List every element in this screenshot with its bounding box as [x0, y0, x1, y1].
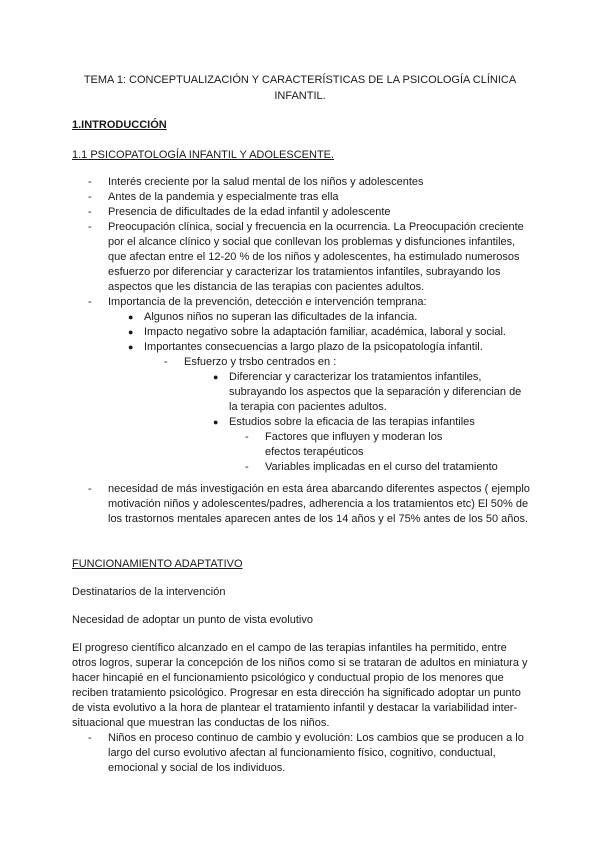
level4-item-text: Estudios sobre la eficacia de las terapias infantiles	[229, 416, 475, 428]
main-list	[108, 175, 530, 475]
level4-item: ● Diferenciar y caracterizar los tratamientos infantiles, subrayando los aspectos que la separación y diferencian de la terapia con pacientes adultos.	[229, 370, 530, 415]
level3-item-text: Esfuerzo y trsbo centrados en :	[184, 356, 337, 368]
title-line-2: INFANTIL.	[274, 90, 326, 102]
document-title	[70, 72, 530, 104]
sub-list-item: ● Algunos niños no superan las dificultades de la infancia.	[144, 310, 530, 325]
level4-list	[229, 370, 530, 475]
paragraph-punto-de-vista: Necesidad de adoptar un punto de vista evolutivo	[72, 614, 313, 626]
sub-list-item-text: Importantes consecuencias a largo plazo de la psicopatología infantil.	[144, 341, 483, 353]
level3-item	[184, 355, 530, 475]
list-item: - Interés creciente por la salud mental de los niños y adolescentes	[108, 175, 530, 190]
list-item: - Niños en proceso continuo de cambio y evolución: Los cambios que se producen a lo largo del curso evolutivo afectan al funcionamiento físico, cognitivo, conductual, emocional y social de los individuos.	[108, 731, 530, 776]
level5-list	[265, 430, 498, 475]
sub-list	[144, 310, 530, 475]
list-item: - Preocupación clínica, social y frecuencia en la ocurrencia. La Preocupación creciente por el alcance clínico y social que conllevan los problemas y disfunciones infantiles, que afectan entre el 12-20 % de los niños y adolescentes, ha estimulado numerosos esfuerzo por diferenciar y caracterizar los tratamientos infantiles, subrayando los aspectos que les distancia de las terapias con pacientes adultos.	[108, 220, 530, 295]
level3-list	[184, 355, 530, 475]
subsection-heading-psicopatologia: 1.1 PSICOPATOLOGÍA INFANTIL Y ADOLESCENTE.	[72, 149, 335, 161]
section-heading-introduccion: 1.INTRODUCCIÓN	[72, 119, 167, 131]
list-item-text: Importancia de la prevención, detección e intervención temprana:	[108, 296, 427, 308]
section-heading-funcionamiento: FUNCIONAMIENTO ADAPTATIVO	[72, 558, 243, 570]
title-line-1: TEMA 1: CONCEPTUALIZACIÓN Y CARACTERÍSTICAS DE LA PSICOLOGÍA CLÍNICA	[83, 74, 517, 86]
level4-item	[229, 415, 530, 475]
research-list	[108, 482, 530, 527]
paragraph-progreso: El progreso científico alcanzado en el campo de las terapias infantiles ha permitido, entre otros logros, superar la concepción de los niños como si se trataran de adultos en miniatura y hacer hincapié en el funcionamiento psicológico y conductual propio de los menores que reciben tratamiento psicológico. Progresar en esta dirección ha significado adoptar un punto de vista evolutivo a la hora de plantear el tratamiento infantil y destacar la variabilidad inter-situacional que muestran las conductas de los niños.	[72, 642, 528, 729]
sub-list-item: ● Impacto negativo sobre la adaptación familiar, académica, laboral y social.	[144, 325, 530, 340]
evolution-list	[108, 731, 530, 776]
level5-item: - Factores que influyen y moderan los efectos terapéuticos	[265, 430, 465, 460]
level5-item: - Variables implicadas en el curso del tratamiento	[265, 460, 525, 475]
paragraph-destinatarios: Destinatarios de la intervención	[72, 586, 226, 598]
list-item: - Antes de la pandemia y especialmente tras ella	[108, 190, 530, 205]
list-item	[108, 295, 530, 475]
sub-list-item	[144, 340, 530, 475]
list-item: - Presencia de dificultades de la edad infantil y adolescente	[108, 205, 530, 220]
list-item: - necesidad de más investigación en esta área abarcando diferentes aspectos ( ejemplo motivación niños y adolescentes/padres, adherencia a los tratamientos etc) El 50% de los trastornos mentales aparecen antes de los 14 años y el 75% antes de los 50 años.	[108, 482, 530, 527]
